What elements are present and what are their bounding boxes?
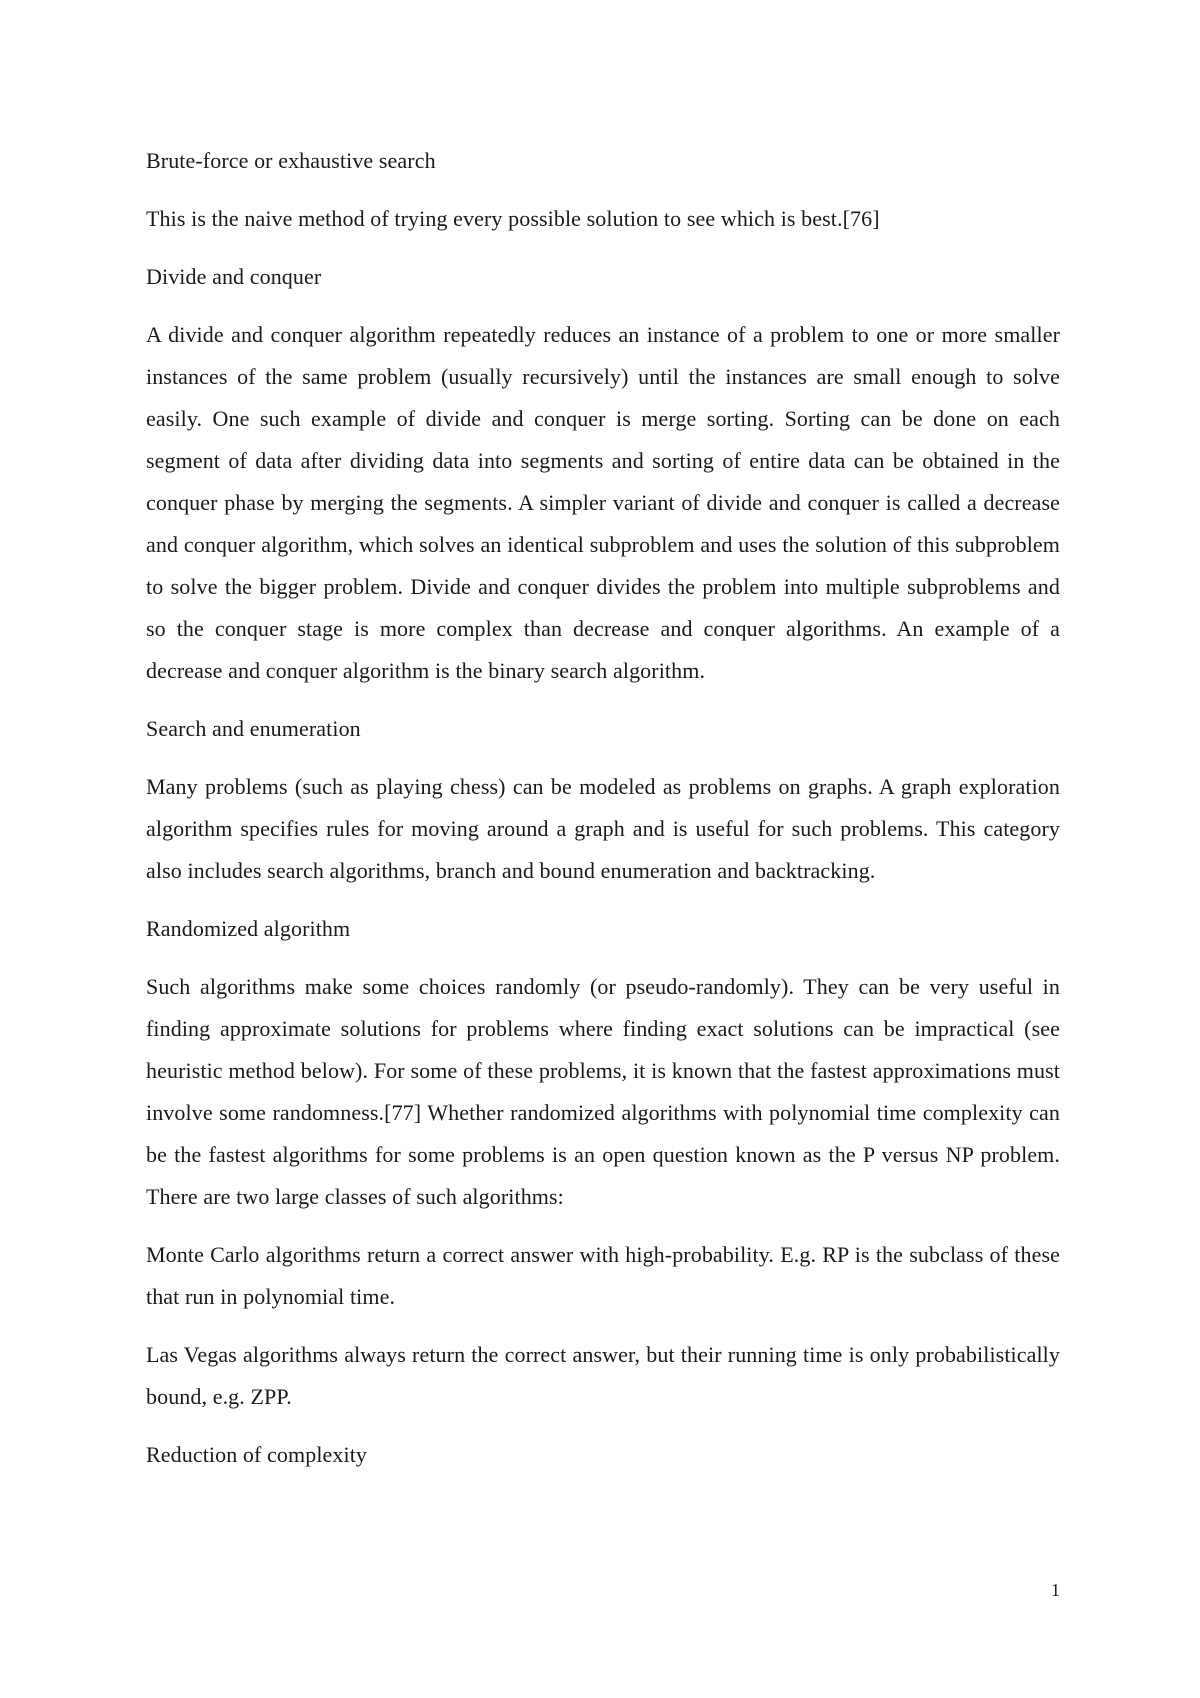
page-content bbox=[146, 140, 1060, 1492]
section-heading-brute-force: Brute-force or exhaustive search bbox=[146, 148, 436, 173]
paragraph-las-vegas: Las Vegas algorithms always return the correct answer, but their running time is only probabilistically bound, e.g. ZPP. bbox=[146, 1342, 1060, 1409]
paragraph-divide-and-conquer: A divide and conquer algorithm repeatedly reduces an instance of a problem to one or more smaller instances of the same problem (usually recursively) until the instances are small enough to solve easily. One such example of divide and conquer is merge sorting. Sorting can be done on each segment of data after dividing data into segments and sorting of entire data can be obtained in the conquer phase by merging the segments. A simpler variant of divide and conquer is called a decrease and conquer algorithm, which solves an identical subproblem and uses the solution of this subproblem to solve the bigger problem. Divide and conquer divides the problem into multiple subproblems and so the conquer stage is more complex than decrease and conquer algorithms. An example of a decrease and conquer algorithm is the binary search algorithm. bbox=[146, 322, 1060, 683]
page-number: 1 bbox=[1051, 1580, 1060, 1600]
paragraph-search-and-enumeration: Many problems (such as playing chess) can be modeled as problems on graphs. A graph exploration algorithm specifies rules for moving around a graph and is useful for such problems. This category also includes search algorithms, branch and bound enumeration and backtracking. bbox=[146, 774, 1060, 883]
paragraph-brute-force: This is the naive method of trying every possible solution to see which is best.[76] bbox=[146, 206, 880, 231]
section-heading-search-and-enumeration: Search and enumeration bbox=[146, 716, 361, 741]
paragraph-monte-carlo: Monte Carlo algorithms return a correct answer with high-probability. E.g. RP is the subclass of these that run in polynomial time. bbox=[146, 1242, 1060, 1309]
paragraph-randomized-algorithm: Such algorithms make some choices randomly (or pseudo-randomly). They can be very useful in finding approximate solutions for problems where finding exact solutions can be impractical (see heuristic method below). For some of these problems, it is known that the fastest approximations must involve some randomness.[77] Whether randomized algorithms with polynomial time complexity can be the fastest algorithms for some problems is an open question known as the P versus NP problem. There are two large classes of such algorithms: bbox=[146, 974, 1060, 1209]
section-heading-reduction-of-complexity: Reduction of complexity bbox=[146, 1442, 368, 1467]
section-heading-randomized-algorithm: Randomized algorithm bbox=[146, 916, 351, 941]
section-heading-divide-and-conquer: Divide and conquer bbox=[146, 264, 322, 289]
